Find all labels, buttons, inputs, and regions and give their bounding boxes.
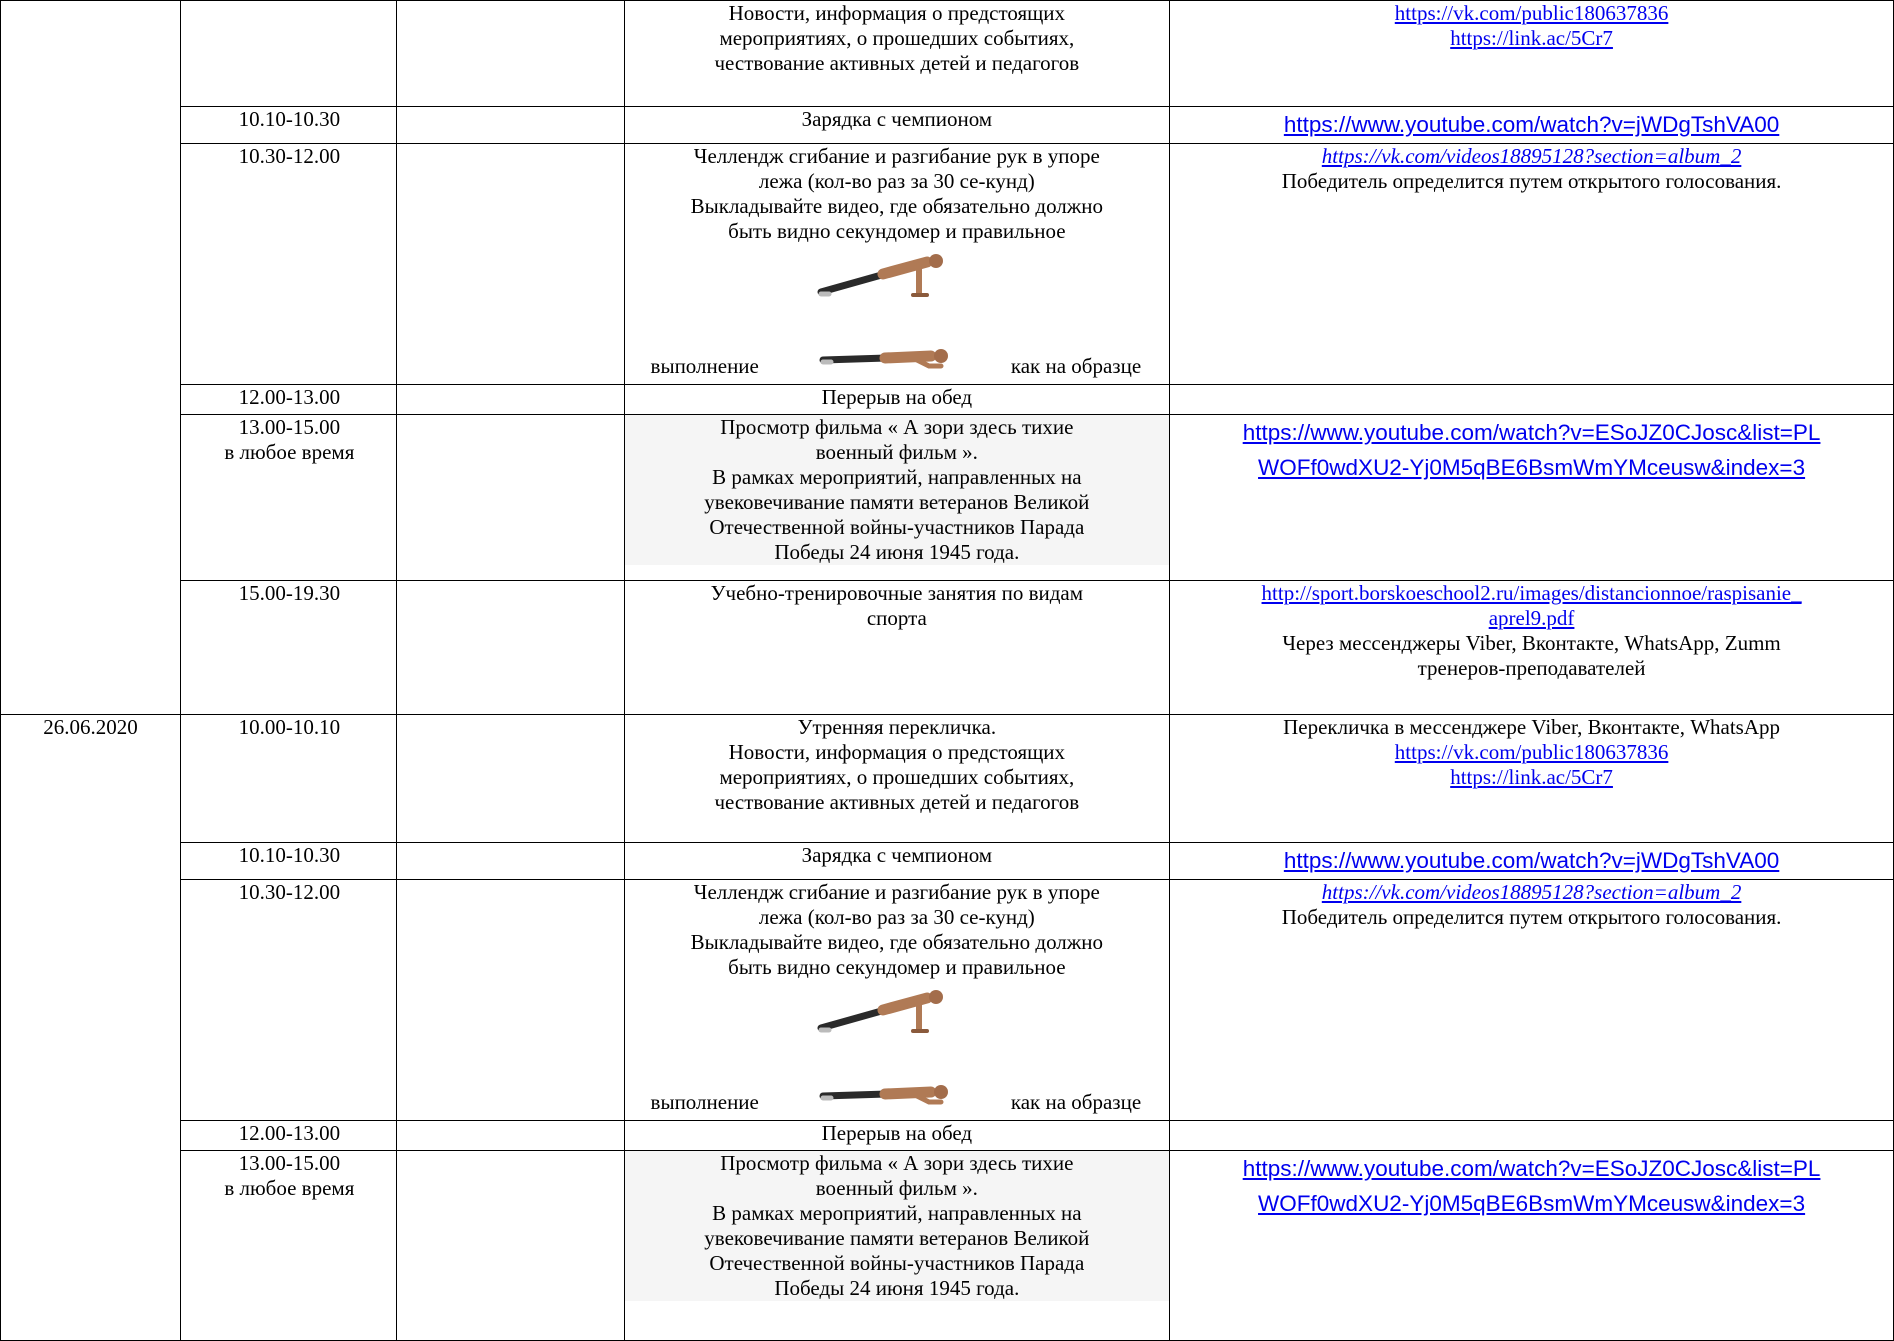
links-cell bbox=[1170, 1121, 1894, 1151]
activity-text: Победы 24 июня 1945 года. bbox=[774, 1276, 1020, 1300]
empty-cell bbox=[396, 107, 624, 144]
activity-text: Челлендж сгибание и разгибание рук в упоре bbox=[693, 880, 1100, 904]
messenger-note: тренеров-преподавателей bbox=[1417, 656, 1646, 680]
activity-text: Зарядка с чемпионом bbox=[801, 843, 993, 867]
time-text: 10.30-12.00 bbox=[238, 144, 341, 168]
date-cell: 26.06.2020 bbox=[1, 715, 181, 1341]
time-text: 13.00-15.00 bbox=[238, 415, 341, 439]
activity-text: мероприятиях, о прошедших событиях, bbox=[719, 26, 1075, 50]
empty-cell bbox=[396, 843, 624, 880]
activity-text: Отечественной войны-участников Парада bbox=[709, 1251, 1085, 1275]
links-cell bbox=[1170, 715, 1894, 843]
activity-text: Победы 24 июня 1945 года. bbox=[774, 540, 1020, 564]
activity-text: Отечественной войны-участников Парада bbox=[709, 515, 1085, 539]
table-row bbox=[1, 1, 1894, 107]
resource-link[interactable]: https://vk.com/public180637836 bbox=[1394, 1, 1669, 25]
pushup-image bbox=[629, 980, 1166, 1090]
activity-text: быть видно секундомер и правильное bbox=[728, 219, 1066, 243]
time-cell bbox=[180, 880, 396, 1121]
activity-text: Выкладывайте видео, где обязательно должно bbox=[690, 194, 1104, 218]
table-row bbox=[1, 880, 1894, 1121]
time-text: 10.00-10.10 bbox=[238, 715, 341, 739]
activity-cell bbox=[624, 843, 1170, 880]
empty-cell bbox=[396, 1121, 624, 1151]
time-text: 13.00-15.00 bbox=[238, 1151, 341, 1175]
resource-link[interactable]: https://vk.com/videos18895128?section=album_2 bbox=[1321, 144, 1742, 168]
activity-text: Зарядка с чемпионом bbox=[801, 107, 993, 131]
activity-text: Учебно-тренировочные занятия по видам bbox=[710, 581, 1084, 605]
empty-cell bbox=[396, 715, 624, 843]
activity-text: Выкладывайте видео, где обязательно должно bbox=[690, 930, 1104, 954]
activity-text: военный фильм ». bbox=[815, 1176, 978, 1200]
links-cell bbox=[1170, 415, 1894, 581]
empty-cell bbox=[396, 1, 624, 107]
winner-note: Победитель определится путем открытого голосования. bbox=[1281, 169, 1782, 193]
links-cell bbox=[1170, 880, 1894, 1121]
empty-cell bbox=[396, 144, 624, 385]
time-cell bbox=[180, 581, 396, 715]
links-cell bbox=[1170, 107, 1894, 144]
messenger-note: Перекличка в мессенджере Viber, Вконтакте, WhatsApp bbox=[1283, 715, 1781, 739]
activity-cell bbox=[624, 715, 1170, 843]
activity-text: мероприятиях, о прошедших событиях, bbox=[719, 765, 1075, 789]
activity-text: Утренняя перекличка. bbox=[797, 715, 997, 739]
activity-text: быть видно секундомер и правильное bbox=[728, 955, 1066, 979]
activity-text: Просмотр фильма « А зори здесь тихие bbox=[720, 415, 1074, 439]
activity-cell bbox=[624, 107, 1170, 144]
empty-cell bbox=[396, 1151, 624, 1341]
time-text: 15.00-19.30 bbox=[238, 581, 341, 605]
messenger-note: Через мессенджеры Viber, Вконтакте, WhatsApp, Zumm bbox=[1282, 631, 1781, 655]
activity-text: чествование активных детей и педагогов bbox=[714, 790, 1080, 814]
activity-cell bbox=[624, 1121, 1170, 1151]
time-cell bbox=[180, 144, 396, 385]
winner-note: Победитель определится путем открытого голосования. bbox=[1281, 905, 1782, 929]
links-cell bbox=[1170, 581, 1894, 715]
time-cell bbox=[180, 1, 396, 107]
pushup-icon bbox=[817, 342, 957, 372]
execution-label: выполнение bbox=[650, 1090, 759, 1114]
activity-text: лежа (кол-во раз за 30 се-кунд) bbox=[758, 169, 1035, 193]
table-row bbox=[1, 107, 1894, 144]
links-cell bbox=[1170, 1, 1894, 107]
time-cell bbox=[180, 715, 396, 843]
time-cell bbox=[180, 385, 396, 415]
activity-text: спорта bbox=[866, 606, 927, 630]
time-cell bbox=[180, 843, 396, 880]
table-row bbox=[1, 385, 1894, 415]
time-cell bbox=[180, 415, 396, 581]
resource-link[interactable]: http://sport.borskoeschool2.ru/images/distancionnoe/raspisanie_ bbox=[1261, 581, 1802, 605]
table-row bbox=[1, 144, 1894, 385]
resource-link[interactable]: https://link.ac/5Cr7 bbox=[1450, 765, 1613, 789]
activity-cell bbox=[624, 1151, 1170, 1341]
activity-text: Челлендж сгибание и разгибание рук в упоре bbox=[693, 144, 1100, 168]
activity-text: Просмотр фильма « А зори здесь тихие bbox=[720, 1151, 1074, 1175]
activity-text: увековечивание памяти ветеранов Великой bbox=[704, 490, 1090, 514]
activity-text: Новости, информация о предстоящих bbox=[728, 740, 1066, 764]
time-text: 10.10-10.30 bbox=[238, 843, 341, 867]
pushup-icon bbox=[817, 1078, 957, 1108]
table-row bbox=[1, 1121, 1894, 1151]
time-text: в любое время bbox=[224, 440, 355, 464]
activity-text: Новости, информация о предстоящих bbox=[728, 1, 1066, 25]
pushup-image bbox=[629, 244, 1166, 354]
table-row bbox=[1, 581, 1894, 715]
time-cell bbox=[180, 107, 396, 144]
links-cell bbox=[1170, 385, 1894, 415]
resource-link[interactable]: https://vk.com/videos18895128?section=album_2 bbox=[1321, 880, 1742, 904]
time-text: 10.10-10.30 bbox=[238, 107, 341, 131]
activity-text: Перерыв на обед bbox=[821, 1121, 973, 1145]
activity-cell bbox=[624, 1, 1170, 107]
table-row bbox=[1, 843, 1894, 880]
time-cell bbox=[180, 1151, 396, 1341]
resource-link[interactable]: https://link.ac/5Cr7 bbox=[1450, 26, 1613, 50]
links-cell bbox=[1170, 144, 1894, 385]
empty-cell bbox=[396, 415, 624, 581]
resource-link[interactable]: https://www.youtube.com/watch?v=ESoJZ0CJosc&list=PL bbox=[1242, 1156, 1821, 1181]
activity-cell bbox=[624, 880, 1170, 1121]
resource-link[interactable]: WOFf0wdXU2-Yj0M5qBE6BsmWmYMceusw&index=3 bbox=[1258, 1191, 1806, 1216]
resource-link[interactable]: https://www.youtube.com/watch?v=jWDgTshVA00 bbox=[1283, 848, 1780, 873]
date-cell bbox=[1, 1, 181, 715]
resource-link[interactable]: WOFf0wdXU2-Yj0M5qBE6BsmWmYMceusw&index=3 bbox=[1258, 455, 1806, 480]
activity-cell bbox=[624, 144, 1170, 385]
time-text: в любое время bbox=[224, 1176, 355, 1200]
time-text: 12.00-13.00 bbox=[238, 1121, 341, 1145]
time-text: 10.30-12.00 bbox=[238, 880, 341, 904]
resource-link[interactable]: https://vk.com/public180637836 bbox=[1394, 740, 1669, 764]
sample-label: как на образце bbox=[1010, 354, 1142, 378]
activity-cell bbox=[624, 581, 1170, 715]
empty-cell bbox=[396, 581, 624, 715]
activity-text: лежа (кол-во раз за 30 се-кунд) bbox=[758, 905, 1035, 929]
activity-cell bbox=[624, 415, 1170, 581]
table-row bbox=[1, 415, 1894, 581]
activity-text: В рамках мероприятий, направленных на bbox=[712, 1201, 1082, 1225]
resource-link[interactable]: https://www.youtube.com/watch?v=ESoJZ0CJosc&list=PL bbox=[1242, 420, 1821, 445]
resource-link[interactable]: aprel9.pdf bbox=[1488, 606, 1575, 630]
activity-text: В рамках мероприятий, направленных на bbox=[712, 465, 1082, 489]
table-row bbox=[1, 715, 1894, 843]
activity-text: Перерыв на обед bbox=[821, 385, 973, 409]
empty-cell bbox=[396, 385, 624, 415]
empty-cell bbox=[396, 880, 624, 1121]
activity-cell bbox=[624, 385, 1170, 415]
time-text: 12.00-13.00 bbox=[238, 385, 341, 409]
activity-text: чествование активных детей и педагогов bbox=[714, 51, 1080, 75]
execution-label: выполнение bbox=[650, 354, 759, 378]
table-row bbox=[1, 1151, 1894, 1341]
links-cell bbox=[1170, 1151, 1894, 1341]
time-cell bbox=[180, 1121, 396, 1151]
sample-label: как на образце bbox=[1010, 1090, 1142, 1114]
resource-link[interactable]: https://www.youtube.com/watch?v=jWDgTshVA00 bbox=[1283, 112, 1780, 137]
links-cell bbox=[1170, 843, 1894, 880]
pushup-icon bbox=[815, 986, 955, 1036]
pushup-icon bbox=[815, 250, 955, 300]
activity-text: увековечивание памяти ветеранов Великой bbox=[704, 1226, 1090, 1250]
activity-text: военный фильм ». bbox=[815, 440, 978, 464]
